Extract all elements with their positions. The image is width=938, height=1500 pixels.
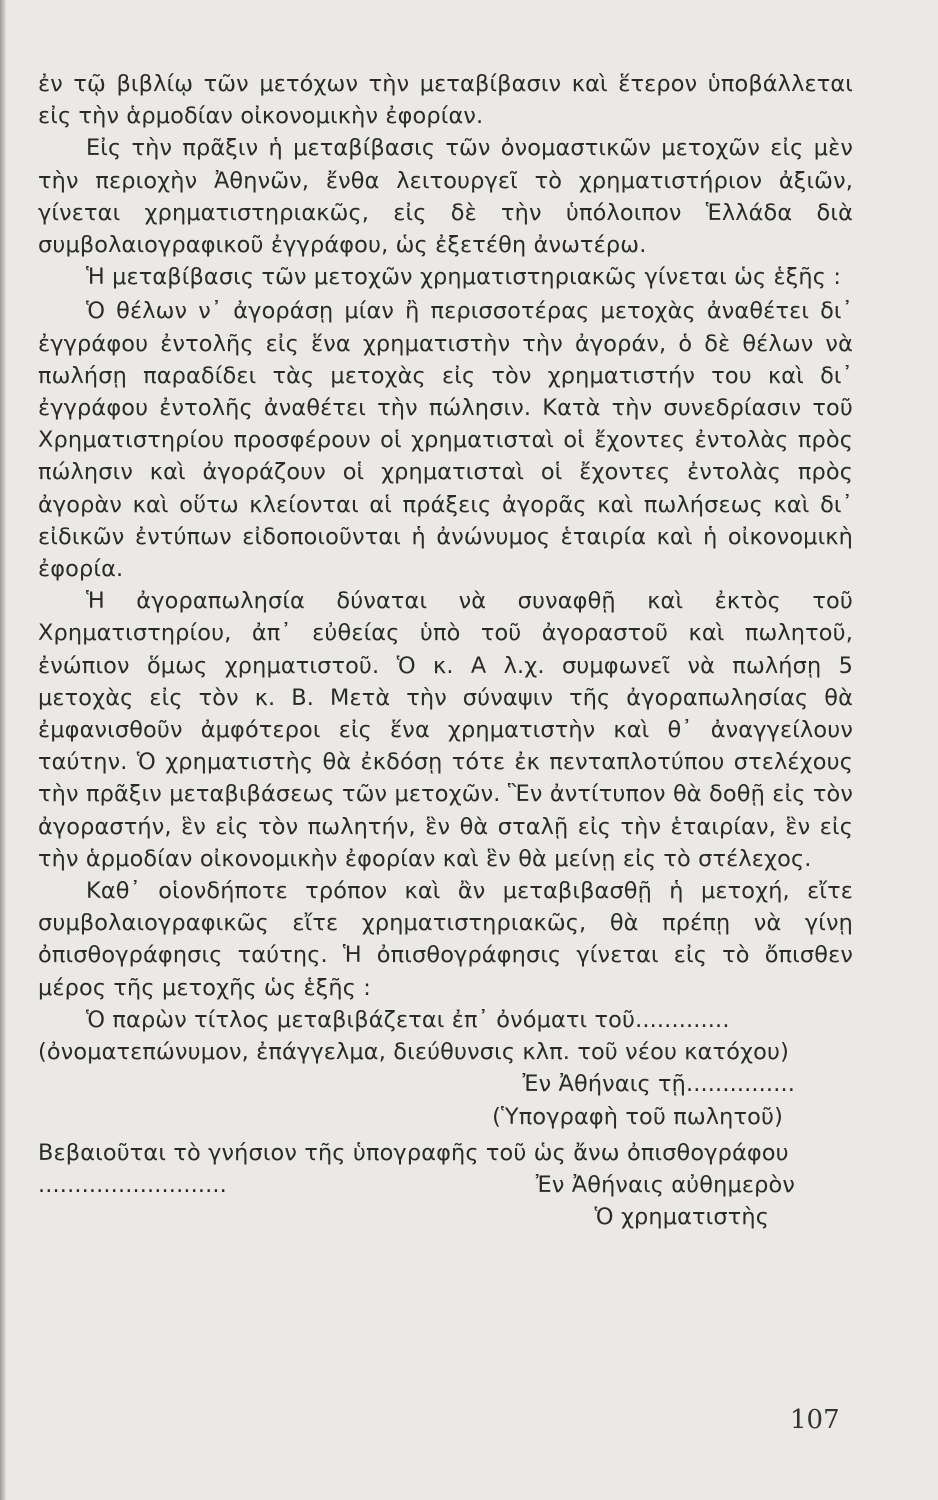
endorsement-form [38, 1004, 853, 1233]
attestation-line: Βεβαιοῦται τὸ γνήσιον τῆς ὑπογραφῆς τοῦ ὡς ἄνω ὀπισθογράφου [38, 1139, 789, 1166]
paragraph-1: ἐν τῷ βιβλίῳ τῶν μετόχων τὴν μεταβίβασιν καὶ ἕτερον ὑποβάλλεται εἰς τὴν ἁρμοδίαν οἰκονομικὴν ἐφορίαν. [38, 71, 853, 130]
paragraph-2: Εἰς τὴν πρᾶξιν ἡ μεταβίβασις τῶν ὀνομαστικῶν μετοχῶν εἰς μὲν τὴν περιοχὴν Ἀθηνῶν, ἔνθα λειτουργεῖ τὸ χρηματιστήριον ἀξιῶν, γίνεται χρηματιστηριακῶς, εἰς δὲ τὴν ὑπόλοιπον Ἑλλάδα διὰ συμβολαιογραφικοῦ ἐγγράφου, ὡς ἐξετέθη ἀνωτέρω. [38, 135, 853, 259]
attestation-signer: Ὁ χρηματιστὴς [594, 1204, 769, 1231]
attestation-dots: .......................... [38, 1171, 227, 1198]
body-text [38, 68, 853, 1233]
paragraph-3: Ἡ μεταβίβασις τῶν μετοχῶν χρηματιστηριακῶς γίνεται ὡς ἑξῆς : [86, 264, 842, 291]
endorsement-line-2: (ὀνοματεπώνυμον, ἐπάγγελμα, διεύθυνσις κλπ. τοῦ νέου κατόχου) [38, 1039, 789, 1066]
page-number: 107 [790, 1405, 840, 1435]
attestation-place-row [38, 1169, 853, 1201]
paragraph-4: Ὁ θέλων ν᾽ ἀγοράσῃ μίαν ἢ περισσοτέρας μετοχὰς ἀναθέτει δι᾽ ἐγγράφου ἐντολῆς εἰς ἕνα χρηματιστὴν τὴν ἀγοράν, ὁ δὲ θέλων νὰ πωλήσῃ παραδίδει τὰς μετοχὰς εἰς τὸν χρηματιστήν του καὶ δι᾽ ἐγγράφου ἐντολῆς ἀναθέτει τὴν πώλησιν. Κατὰ τὴν συνεδρίασιν τοῦ Χρηματιστηρίου προσφέρουν οἱ χρηματισταὶ οἱ ἔχοντες ἐντολὰς πρὸς πώλησιν καὶ ἀγοράζουν οἱ χρηματισταὶ οἱ ἔχοντες ἐντολὰς πρὸς ἀγορὰν καὶ οὕτω κλείονται αἱ πράξεις ἀγορᾶς καὶ πωλήσεως καὶ δι᾽ εἰδικῶν ἐντύπων εἰδοποιοῦνται ἡ ἀνώνυμος ἑταιρία καὶ ἡ οἰκονομικὴ ἐφορία. [38, 298, 853, 583]
endorsement-signature-note: (Ὑπογραφὴ τοῦ πωλητοῦ) [492, 1103, 783, 1130]
paragraph-5: Ἡ ἀγοραπωλησία δύναται νὰ συναφθῇ καὶ ἐκτὸς τοῦ Χρηματιστηρίου, ἀπ᾽ εὐθείας ὑπὸ τοῦ ἀγοραστοῦ καὶ πωλητοῦ, ἐνώπιον ὅμως χρηματιστοῦ. Ὁ κ. Α λ.χ. συμφωνεῖ νὰ πωλήσῃ 5 μετοχὰς εἰς τὸν κ. Β. Μετὰ τὴν σύναψιν τῆς ἀγοραπωλησίας θὰ ἐμφανισθοῦν ἀμφότεροι εἰς ἕνα χρηματιστὴν καὶ θ᾽ ἀναγγείλουν ταύτην. Ὁ χρηματιστὴς θὰ ἐκδόσῃ τότε ἐκ πενταπλοτύπου στελέχους τὴν πρᾶξιν μεταβιβάσεως τῶν μετοχῶν. Ἓν ἀντίτυπον θὰ δοθῇ εἰς τὸν ἀγοραστήν, ἓν εἰς τὸν πωλητήν, ἓν θὰ σταλῇ εἰς τὴν ἑταιρίαν, ἓν εἰς τὴν ἁρμοδίαν οἰκονομικὴν ἐφορίαν καὶ ἓν θὰ μείνῃ εἰς τὸ στέλεχος. [38, 588, 853, 872]
endorsement-line-1: Ὁ παρὼν τίτλος μεταβιβάζεται ἐπ᾽ ὀνόματι τοῦ............. [86, 1006, 730, 1033]
endorsement-place-date: Ἐν Ἀθήναις τῇ............... [522, 1071, 795, 1098]
page-edge-shadow [0, 0, 6, 1500]
paragraph-6: Καθ᾽ οἱονδήποτε τρόπον καὶ ἂν μεταβιβασθῇ ἡ μετοχή, εἴτε συμβολαιογραφικῶς εἴτε χρηματιστηριακῶς, θὰ πρέπῃ νὰ γίνῃ ὀπισθογράφησις ταύτης. Ἡ ὀπισθογράφησις γίνεται εἰς τὸ ὄπισθεν μέρος τῆς μετοχῆς ὡς ἑξῆς : [38, 878, 853, 1001]
attestation-place: Ἐν Ἀθήναις αὐθημερὸν [535, 1171, 795, 1198]
